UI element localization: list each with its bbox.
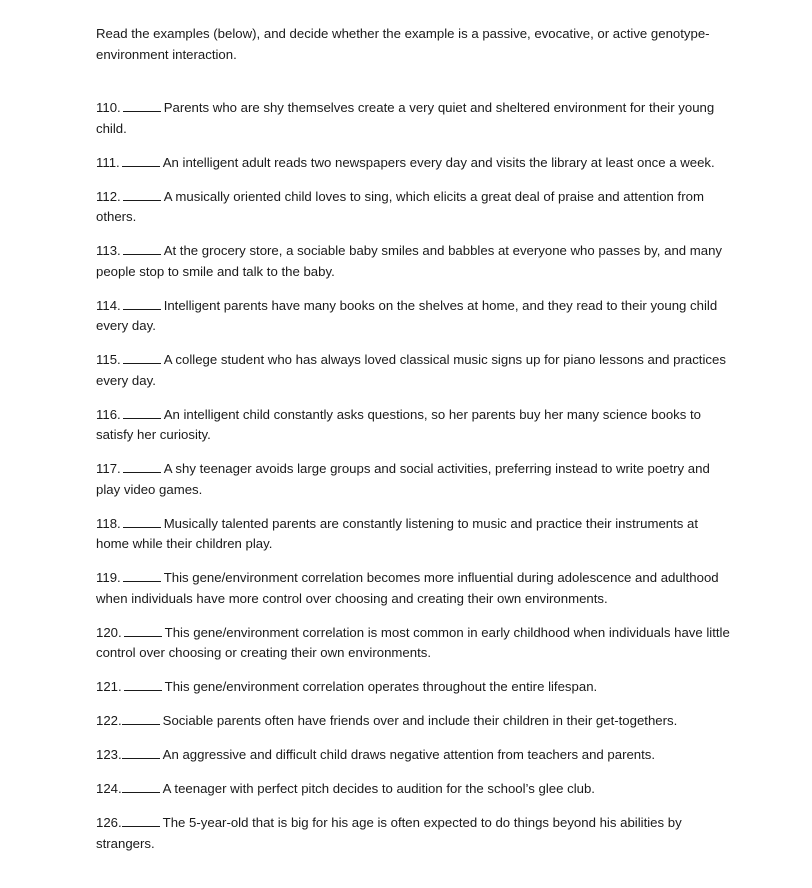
question-item [96,779,732,800]
question-number: 117. [96,461,121,476]
question-number: 111. [96,154,120,170]
question-item [96,98,732,139]
answer-blank[interactable] [123,526,161,528]
question-number: 114. [96,297,121,313]
question-text: This gene/environment correlation is most common in early childhood when individuals have little control over choosing or creating their own environments. [96,624,730,660]
question-item [96,405,732,446]
instructions-text: Read the examples (below), and decide whether the example is a passive, evocative, or active genotype-environment interaction. [96,26,710,62]
question-item [96,514,732,555]
question-text: The 5-year-old that is big for his age is often expected to do things beyond his abilities by strangers. [96,815,682,851]
question-number: 115. [96,352,121,367]
answer-blank[interactable] [123,110,161,112]
question-number: 122. [96,713,122,728]
question-text: An aggressive and difficult child draws negative attention from teachers and parents. [162,747,656,762]
question-text: At the grocery store, a sociable baby smiles and babbles at everyone who passes by, and many people stop to smile and talk to the baby. [96,243,723,279]
question-text: An intelligent adult reads two newspapers every day and visits the library at least once a week. [162,154,715,170]
question-item [96,241,732,282]
answer-blank[interactable] [122,723,160,725]
question-number: 113. [96,243,121,258]
question-item [96,459,732,500]
answer-blank[interactable] [122,825,160,827]
question-number: 126. [96,815,122,830]
answer-blank[interactable] [124,689,162,691]
answer-blank[interactable] [122,791,160,793]
question-number: 123. [96,747,122,762]
answer-blank[interactable] [122,165,160,167]
answer-blank[interactable] [123,471,161,473]
question-item [96,187,732,228]
question-item [96,623,732,664]
question-text: This gene/environment correlation becomes more influential during adolescence and adulthood when individuals have more control over choosing and creating their own environments. [96,570,719,606]
question-number: 120. [96,624,122,640]
question-list [96,98,732,854]
answer-blank[interactable] [124,635,162,637]
question-text: Musically talented parents are constantly listening to music and practice their instruments at home while their children play. [96,515,699,551]
question-text: Parents who are shy themselves create a very quiet and sheltered environment for their young child. [96,100,715,136]
answer-blank[interactable] [123,362,161,364]
question-text: A shy teenager avoids large groups and social activities, preferring instead to write poetry and play video games. [96,461,710,497]
question-number: 118. [96,515,121,531]
question-number: 112. [96,188,121,204]
answer-blank[interactable] [123,308,161,310]
question-number: 121. [96,679,122,694]
question-number: 116. [96,406,121,422]
question-text: A musically oriented child loves to sing, which elicits a great deal of praise and attention from others. [96,188,704,224]
worksheet-page [96,24,732,868]
question-text: A college student who has always loved classical music signs up for piano lessons and practices every day. [96,352,726,388]
answer-blank[interactable] [123,580,161,582]
question-text: This gene/environment correlation operates throughout the entire lifespan. [164,679,598,694]
question-item [96,296,732,337]
question-text: Intelligent parents have many books on the shelves at home, and they read to their young child every day. [96,297,718,333]
answer-blank[interactable] [123,253,161,255]
question-item [96,677,732,698]
question-item [96,350,732,391]
answer-blank[interactable] [123,199,161,201]
answer-blank[interactable] [122,757,160,759]
question-number: 110. [96,100,121,115]
answer-blank[interactable] [123,417,161,419]
question-item [96,745,732,766]
question-text: A teenager with perfect pitch decides to audition for the school’s glee club. [162,781,595,796]
question-text: Sociable parents often have friends over and include their children in their get-togethers. [162,713,678,728]
question-item [96,568,732,609]
question-text: An intelligent child constantly asks questions, so her parents buy her many science books to satisfy her curiosity. [96,406,702,442]
question-item [96,711,732,732]
question-item [96,153,732,174]
question-number: 124. [96,781,122,796]
question-number: 119. [96,570,121,585]
question-item [96,813,732,854]
